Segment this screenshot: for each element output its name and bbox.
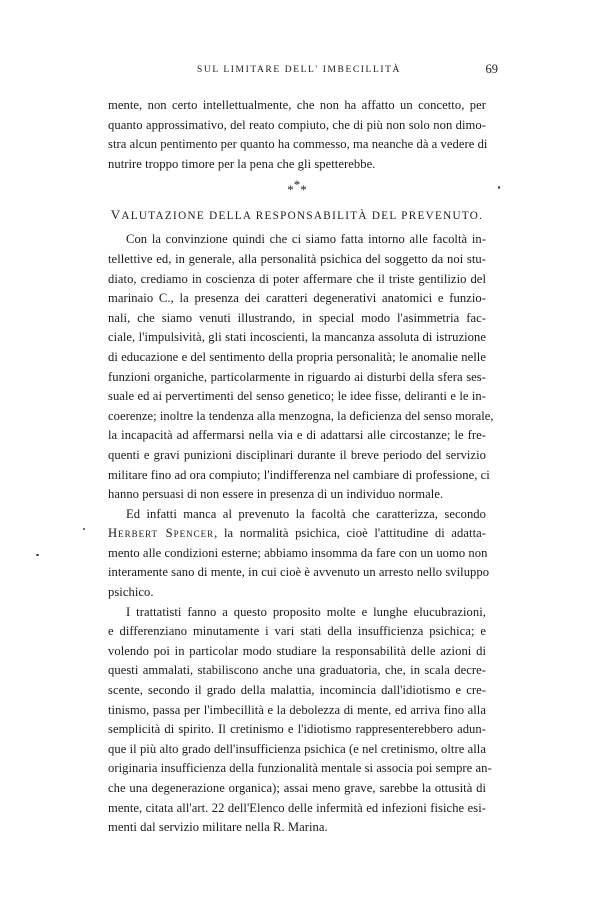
- text-line: menti dal servizio militare nella R. Marina.: [108, 820, 328, 835]
- text-line: suale ed ai pervertimenti del senso genetico; le idee fisse, deliranti e le in-: [108, 389, 486, 404]
- text-line: I trattatisti fanno a questo proposito molte e lunghe elucubrazioni,: [126, 604, 486, 619]
- text-line: diato, crediamo in coscienza di poter affermare che il triste gentilizio del: [108, 271, 486, 286]
- page-number: 69: [485, 62, 498, 76]
- text-line: mente, citata all'art. 22 dell'Elenco delle infermità ed infezioni fisiche esi-: [108, 800, 486, 815]
- text-line: semplicità di spirito. Il cretinismo e l'idiotismo rappresenterebbero adun-: [108, 722, 486, 737]
- text-line: quenti e gravi punizioni disciplinari durante il breve periodo del servizio: [108, 447, 486, 462]
- text-line: originaria insufficienza della funzionalità mentale si associa poi sempre an-: [108, 761, 492, 776]
- text-line: nutrire troppo timore per la pena che gli spetterebbe.: [108, 156, 376, 171]
- scan-speck: [498, 186, 500, 189]
- scan-speck: [83, 528, 85, 530]
- text-line: tellettive ed, in generale, alla personalità psichica del soggetto da noi stu-: [108, 251, 486, 266]
- text-line: di educazione e del sentimento della propria personalità; le anomalie nelle: [108, 349, 486, 364]
- text-line: psichico.: [108, 585, 154, 600]
- text-line: mento alle condizioni esterne; abbiamo insomma da fare con un uomo non: [108, 545, 488, 560]
- running-head: [108, 62, 498, 80]
- text-line: militare fino ad ora compiuto; l'indifferenza nel cambiare di professione, ci: [108, 467, 490, 482]
- section-heading: [108, 204, 486, 226]
- text-line: Ed infatti manca al prevenuto la facoltà che caratterizza, secondo: [126, 506, 486, 521]
- text-line: interamente sano di mente, in cui cioè è avvenuto un arresto nello sviluppo: [108, 565, 490, 580]
- section-heading-text: ALUTAZIONE DELLA RESPONSABILITÀ DEL PREVENUTO.: [121, 210, 484, 223]
- asterism-separator: [108, 177, 486, 200]
- text-line: quanto approssimativo, del reato compiuto, che di più non solo non dimo-: [108, 117, 486, 132]
- text-fragment: , la normalità psichica, cioè l'attitudine di adatta-: [214, 526, 486, 541]
- text-line: marinaio C., la presenza dei caratteri degenerativi anatomici e funzio-: [108, 291, 486, 306]
- text-line: e differenziano minutamente i vari stati della insufficienza psichica; e: [108, 624, 486, 639]
- text-line: che una degenerazione organica); assai meno grave, sarebbe la ottusità di: [108, 781, 486, 795]
- asterism-star: *: [293, 177, 301, 193]
- section-heading-initial: V: [110, 207, 122, 223]
- paragraph-1: [108, 96, 486, 174]
- text-line: questi ammalati, stabiliscono anche una graduatoria, che, in scala decre-: [108, 663, 486, 678]
- text-line: volendo poi in particolar modo studiare la responsabilità delle azioni di: [108, 643, 486, 658]
- text-line: hanno persuasi di non essere in presenza di un individuo normale.: [108, 487, 444, 502]
- text-line: Con la convinzione quindi che ci siamo fatta intorno alle facoltà in-: [126, 232, 486, 247]
- text-line: mente, non certo intellettualmente, che non ha affatto un concetto, per: [108, 98, 486, 112]
- text-line: stra alcun pentimento per quanto ha commesso, ma neanche dà a vedere di: [108, 137, 488, 152]
- asterism-star: *: [300, 182, 307, 198]
- text-line: coerenze; inoltre la tendenza alla menzogna, la deficienza del senso morale,: [108, 408, 494, 423]
- text-line: tinismo, passa per l'imbecillità e la debolezza di mente, ed arriva fino alla: [108, 702, 486, 717]
- text-line: la incapacità ad affermarsi nella via e di adattarsi alle circostanze; le fre-: [108, 428, 486, 443]
- text-line: [108, 524, 486, 544]
- text-line: scente, secondo il grado della malattia, incomincia dall'idiotismo e cre-: [108, 683, 486, 698]
- text-line: funzioni organiche, particolarmente in riguardo ai disturbi della sfera ses-: [108, 369, 486, 384]
- body-text: [108, 96, 494, 838]
- asterism-star: *: [287, 182, 294, 198]
- paragraph-2: [108, 230, 494, 504]
- paragraph-4: [108, 603, 492, 838]
- text-line: nali, che siamo venuti illustrando, in special modo l'asimmetria fac-: [108, 310, 486, 325]
- text-line: ciale, l'impulsività, gli stati incoscienti, la mancanza assoluta di istruzione: [108, 330, 486, 345]
- paragraph-3: [108, 505, 490, 603]
- text-line: que il più alto grado dell'insufficienza psichica (e nel cretinismo, oltre alla: [108, 741, 486, 756]
- author-name: Herbert Spencer: [108, 526, 215, 541]
- scan-speck: [36, 554, 39, 556]
- running-title: SUL LIMITARE DELL' IMBECILLITÀ: [196, 65, 401, 75]
